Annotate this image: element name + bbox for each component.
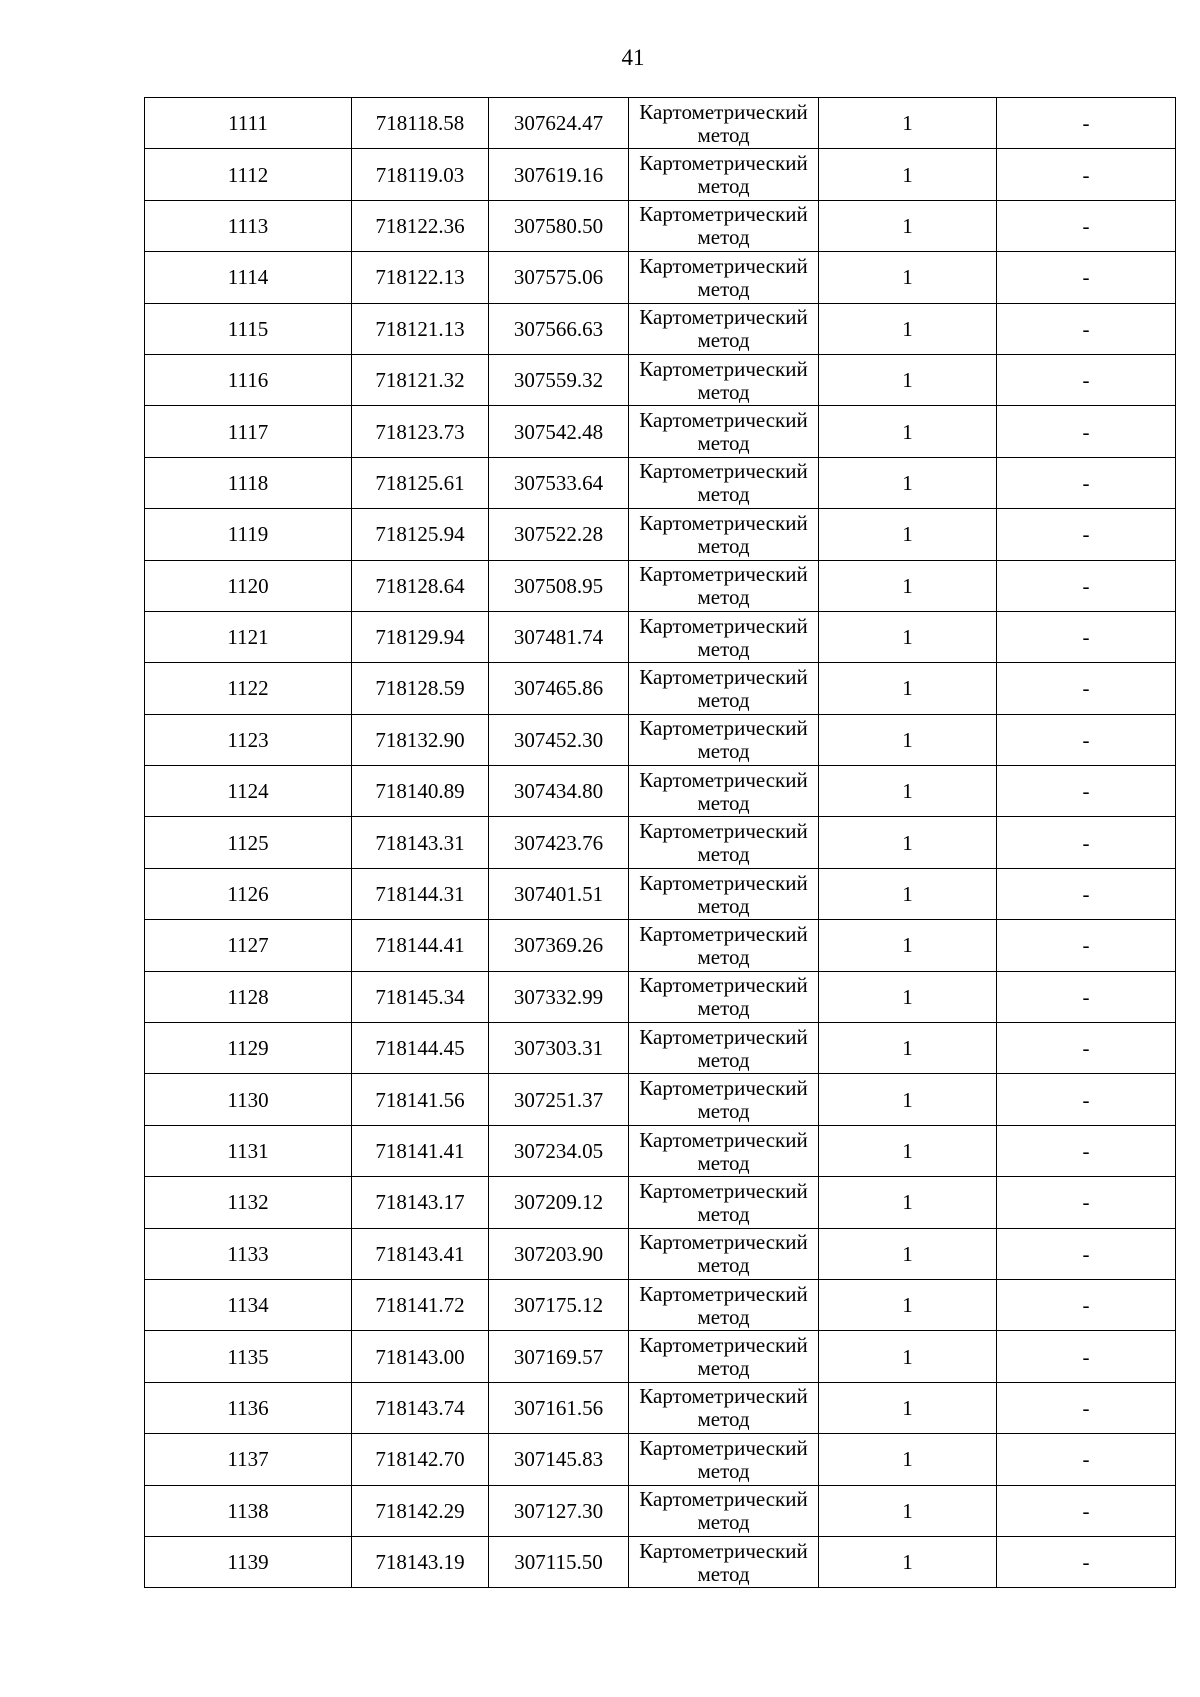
- point-number-cell: 1125: [145, 817, 352, 868]
- table-row: [145, 663, 1176, 714]
- point-number-cell: 1131: [145, 1125, 352, 1176]
- point-number-cell: 1113: [145, 200, 352, 251]
- y-coordinate-cell: 307401.51: [489, 868, 629, 919]
- description-cell: -: [997, 1074, 1176, 1125]
- method-cell: [629, 457, 819, 508]
- point-number-cell: 1123: [145, 714, 352, 765]
- description-cell: -: [997, 1382, 1176, 1433]
- description-cell: -: [997, 1125, 1176, 1176]
- point-number-cell: 1133: [145, 1228, 352, 1279]
- description-cell: -: [997, 971, 1176, 1022]
- x-coordinate-cell: 718143.17: [352, 1177, 489, 1228]
- x-coordinate-cell: 718143.74: [352, 1382, 489, 1433]
- method-line-2: метод: [697, 1099, 750, 1124]
- method-line-1: Картометрический: [639, 973, 808, 998]
- method-line-1: Картометрический: [639, 408, 808, 433]
- accuracy-cell: 1: [819, 457, 997, 508]
- method-cell: [629, 560, 819, 611]
- x-coordinate-cell: 718128.59: [352, 663, 489, 714]
- x-coordinate-cell: 718132.90: [352, 714, 489, 765]
- table-row: [145, 1125, 1176, 1176]
- table-row: [145, 252, 1176, 303]
- point-number-cell: 1126: [145, 868, 352, 919]
- description-cell: -: [997, 98, 1176, 149]
- y-coordinate-cell: 307203.90: [489, 1228, 629, 1279]
- description-cell: -: [997, 1023, 1176, 1074]
- method-line-1: Картометрический: [639, 202, 808, 227]
- method-cell: [629, 200, 819, 251]
- accuracy-cell: 1: [819, 611, 997, 662]
- description-cell: -: [997, 1485, 1176, 1536]
- point-number-cell: 1115: [145, 303, 352, 354]
- point-number-cell: 1118: [145, 457, 352, 508]
- point-number-cell: 1121: [145, 611, 352, 662]
- method-cell: [629, 149, 819, 200]
- method-line-1: Картометрический: [639, 1178, 808, 1203]
- x-coordinate-cell: 718142.70: [352, 1434, 489, 1485]
- method-cell: [629, 817, 819, 868]
- y-coordinate-cell: 307580.50: [489, 200, 629, 251]
- method-line-2: метод: [697, 328, 750, 353]
- method-line-2: метод: [697, 585, 750, 610]
- table-row: [145, 303, 1176, 354]
- point-number-cell: 1132: [145, 1177, 352, 1228]
- description-cell: -: [997, 766, 1176, 817]
- method-cell: [629, 1177, 819, 1228]
- x-coordinate-cell: 718144.31: [352, 868, 489, 919]
- accuracy-cell: 1: [819, 303, 997, 354]
- method-line-2: метод: [697, 482, 750, 507]
- method-line-1: Картометрический: [639, 819, 808, 844]
- table-row: [145, 509, 1176, 560]
- accuracy-cell: 1: [819, 1536, 997, 1587]
- accuracy-cell: 1: [819, 1177, 997, 1228]
- y-coordinate-cell: 307169.57: [489, 1331, 629, 1382]
- y-coordinate-cell: 307115.50: [489, 1536, 629, 1587]
- x-coordinate-cell: 718122.36: [352, 200, 489, 251]
- point-number-cell: 1112: [145, 149, 352, 200]
- description-cell: -: [997, 354, 1176, 405]
- method-line-2: метод: [697, 174, 750, 199]
- point-number-cell: 1139: [145, 1536, 352, 1587]
- accuracy-cell: 1: [819, 98, 997, 149]
- x-coordinate-cell: 718143.19: [352, 1536, 489, 1587]
- accuracy-cell: 1: [819, 971, 997, 1022]
- x-coordinate-cell: 718123.73: [352, 406, 489, 457]
- method-line-2: метод: [697, 1561, 750, 1586]
- y-coordinate-cell: 307234.05: [489, 1125, 629, 1176]
- x-coordinate-cell: 718125.61: [352, 457, 489, 508]
- method-line-1: Картометрический: [639, 305, 808, 330]
- method-line-1: Картометрический: [639, 767, 808, 792]
- point-number-cell: 1120: [145, 560, 352, 611]
- accuracy-cell: 1: [819, 1279, 997, 1330]
- method-cell: [629, 971, 819, 1022]
- method-line-2: метод: [697, 1407, 750, 1432]
- method-cell: [629, 252, 819, 303]
- point-number-cell: 1111: [145, 98, 352, 149]
- y-coordinate-cell: 307175.12: [489, 1279, 629, 1330]
- table-row: [145, 1279, 1176, 1330]
- description-cell: -: [997, 1228, 1176, 1279]
- method-line-2: метод: [697, 431, 750, 456]
- x-coordinate-cell: 718128.64: [352, 560, 489, 611]
- accuracy-cell: 1: [819, 868, 997, 919]
- method-line-2: метод: [697, 996, 750, 1021]
- point-number-cell: 1134: [145, 1279, 352, 1330]
- method-line-1: Картометрический: [639, 99, 808, 124]
- method-line-2: метод: [697, 1304, 750, 1329]
- accuracy-cell: 1: [819, 920, 997, 971]
- table-row: [145, 1485, 1176, 1536]
- table-row: [145, 971, 1176, 1022]
- table-row: [145, 200, 1176, 251]
- point-number-cell: 1129: [145, 1023, 352, 1074]
- y-coordinate-cell: 307127.30: [489, 1485, 629, 1536]
- table-row: [145, 560, 1176, 611]
- table-row: [145, 611, 1176, 662]
- method-line-2: метод: [697, 276, 750, 301]
- accuracy-cell: 1: [819, 1074, 997, 1125]
- table-row: [145, 1228, 1176, 1279]
- method-line-2: метод: [697, 1150, 750, 1175]
- x-coordinate-cell: 718121.13: [352, 303, 489, 354]
- accuracy-cell: 1: [819, 560, 997, 611]
- description-cell: -: [997, 1279, 1176, 1330]
- y-coordinate-cell: 307251.37: [489, 1074, 629, 1125]
- description-cell: -: [997, 509, 1176, 560]
- method-cell: [629, 98, 819, 149]
- y-coordinate-cell: 307303.31: [489, 1023, 629, 1074]
- description-cell: -: [997, 1536, 1176, 1587]
- description-cell: -: [997, 149, 1176, 200]
- method-cell: [629, 1023, 819, 1074]
- point-number-cell: 1114: [145, 252, 352, 303]
- table-row: [145, 766, 1176, 817]
- accuracy-cell: 1: [819, 406, 997, 457]
- method-cell: [629, 1125, 819, 1176]
- description-cell: -: [997, 663, 1176, 714]
- table-row: [145, 1536, 1176, 1587]
- method-line-1: Картометрический: [639, 1487, 808, 1512]
- method-cell: [629, 1536, 819, 1587]
- y-coordinate-cell: 307209.12: [489, 1177, 629, 1228]
- accuracy-cell: 1: [819, 1382, 997, 1433]
- x-coordinate-cell: 718129.94: [352, 611, 489, 662]
- point-number-cell: 1127: [145, 920, 352, 971]
- y-coordinate-cell: 307566.63: [489, 303, 629, 354]
- method-line-1: Картометрический: [639, 1127, 808, 1152]
- method-cell: [629, 663, 819, 714]
- page-number: 41: [621, 45, 645, 70]
- table-row: [145, 1331, 1176, 1382]
- y-coordinate-cell: 307522.28: [489, 509, 629, 560]
- method-cell: [629, 1331, 819, 1382]
- description-cell: -: [997, 611, 1176, 662]
- accuracy-cell: 1: [819, 714, 997, 765]
- method-line-1: Картометрический: [639, 459, 808, 484]
- table-row: [145, 149, 1176, 200]
- method-line-1: Картометрический: [639, 151, 808, 176]
- x-coordinate-cell: 718141.72: [352, 1279, 489, 1330]
- method-line-1: Картометрический: [639, 870, 808, 895]
- method-cell: [629, 611, 819, 662]
- accuracy-cell: 1: [819, 354, 997, 405]
- method-cell: [629, 714, 819, 765]
- method-cell: [629, 1382, 819, 1433]
- description-cell: -: [997, 1434, 1176, 1485]
- description-cell: -: [997, 1331, 1176, 1382]
- x-coordinate-cell: 718145.34: [352, 971, 489, 1022]
- x-coordinate-cell: 718143.31: [352, 817, 489, 868]
- description-cell: -: [997, 868, 1176, 919]
- y-coordinate-cell: 307575.06: [489, 252, 629, 303]
- x-coordinate-cell: 718141.41: [352, 1125, 489, 1176]
- point-number-cell: 1130: [145, 1074, 352, 1125]
- accuracy-cell: 1: [819, 817, 997, 868]
- point-number-cell: 1128: [145, 971, 352, 1022]
- method-cell: [629, 766, 819, 817]
- method-line-1: Картометрический: [639, 613, 808, 638]
- method-line-1: Картометрический: [639, 921, 808, 946]
- method-line-2: метод: [697, 842, 750, 867]
- method-line-1: Картометрический: [639, 664, 808, 689]
- method-line-2: метод: [697, 739, 750, 764]
- method-line-2: метод: [697, 533, 750, 558]
- y-coordinate-cell: 307332.99: [489, 971, 629, 1022]
- accuracy-cell: 1: [819, 1228, 997, 1279]
- point-number-cell: 1135: [145, 1331, 352, 1382]
- table-row: [145, 457, 1176, 508]
- y-coordinate-cell: 307465.86: [489, 663, 629, 714]
- table-row: [145, 817, 1176, 868]
- point-number-cell: 1117: [145, 406, 352, 457]
- description-cell: -: [997, 817, 1176, 868]
- accuracy-cell: 1: [819, 1434, 997, 1485]
- x-coordinate-cell: 718140.89: [352, 766, 489, 817]
- y-coordinate-cell: 307624.47: [489, 98, 629, 149]
- y-coordinate-cell: 307434.80: [489, 766, 629, 817]
- method-line-1: Картометрический: [639, 1281, 808, 1306]
- table-row: [145, 98, 1176, 149]
- x-coordinate-cell: 718143.41: [352, 1228, 489, 1279]
- description-cell: -: [997, 252, 1176, 303]
- method-line-1: Картометрический: [639, 253, 808, 278]
- method-line-2: метод: [697, 1253, 750, 1278]
- accuracy-cell: 1: [819, 1331, 997, 1382]
- table-row: [145, 920, 1176, 971]
- method-line-2: метод: [697, 790, 750, 815]
- accuracy-cell: 1: [819, 1023, 997, 1074]
- method-line-1: Картометрический: [639, 716, 808, 741]
- table-row: [145, 1177, 1176, 1228]
- method-cell: [629, 1485, 819, 1536]
- method-cell: [629, 1434, 819, 1485]
- description-cell: -: [997, 457, 1176, 508]
- accuracy-cell: 1: [819, 1485, 997, 1536]
- method-line-1: Картометрический: [639, 1024, 808, 1049]
- method-cell: [629, 406, 819, 457]
- description-cell: -: [997, 1177, 1176, 1228]
- x-coordinate-cell: 718122.13: [352, 252, 489, 303]
- coordinates-table: [144, 97, 1176, 1588]
- accuracy-cell: 1: [819, 1125, 997, 1176]
- method-line-2: метод: [697, 944, 750, 969]
- method-line-1: Картометрический: [639, 356, 808, 381]
- method-cell: [629, 1279, 819, 1330]
- table-row: [145, 868, 1176, 919]
- method-cell: [629, 1228, 819, 1279]
- method-line-2: метод: [697, 1458, 750, 1483]
- table-row: [145, 1023, 1176, 1074]
- method-cell: [629, 868, 819, 919]
- accuracy-cell: 1: [819, 663, 997, 714]
- method-line-1: Картометрический: [639, 1333, 808, 1358]
- point-number-cell: 1116: [145, 354, 352, 405]
- y-coordinate-cell: 307619.16: [489, 149, 629, 200]
- method-line-1: Картометрический: [639, 1384, 808, 1409]
- coordinates-table-body: [145, 98, 1176, 1588]
- method-line-1: Картометрический: [639, 1230, 808, 1255]
- method-line-1: Картометрический: [639, 1435, 808, 1460]
- description-cell: -: [997, 714, 1176, 765]
- description-cell: -: [997, 406, 1176, 457]
- x-coordinate-cell: 718143.00: [352, 1331, 489, 1382]
- y-coordinate-cell: 307508.95: [489, 560, 629, 611]
- x-coordinate-cell: 718141.56: [352, 1074, 489, 1125]
- table-row: [145, 1382, 1176, 1433]
- description-cell: -: [997, 560, 1176, 611]
- point-number-cell: 1138: [145, 1485, 352, 1536]
- method-line-2: метод: [697, 893, 750, 918]
- table-row: [145, 406, 1176, 457]
- x-coordinate-cell: 718144.45: [352, 1023, 489, 1074]
- table-row: [145, 354, 1176, 405]
- table-row: [145, 714, 1176, 765]
- point-number-cell: 1122: [145, 663, 352, 714]
- method-line-2: метод: [697, 1356, 750, 1381]
- y-coordinate-cell: 307533.64: [489, 457, 629, 508]
- point-number-cell: 1136: [145, 1382, 352, 1433]
- point-number-cell: 1137: [145, 1434, 352, 1485]
- accuracy-cell: 1: [819, 149, 997, 200]
- accuracy-cell: 1: [819, 766, 997, 817]
- y-coordinate-cell: 307481.74: [489, 611, 629, 662]
- method-line-2: метод: [697, 1201, 750, 1226]
- accuracy-cell: 1: [819, 509, 997, 560]
- x-coordinate-cell: 718142.29: [352, 1485, 489, 1536]
- y-coordinate-cell: 307423.76: [489, 817, 629, 868]
- x-coordinate-cell: 718119.03: [352, 149, 489, 200]
- x-coordinate-cell: 718118.58: [352, 98, 489, 149]
- method-line-1: Картометрический: [639, 562, 808, 587]
- method-line-2: метод: [697, 1047, 750, 1072]
- y-coordinate-cell: 307161.56: [489, 1382, 629, 1433]
- method-cell: [629, 920, 819, 971]
- y-coordinate-cell: 307145.83: [489, 1434, 629, 1485]
- description-cell: -: [997, 200, 1176, 251]
- method-line-1: Картометрический: [639, 510, 808, 535]
- method-line-2: метод: [697, 225, 750, 250]
- method-cell: [629, 303, 819, 354]
- y-coordinate-cell: 307559.32: [489, 354, 629, 405]
- point-number-cell: 1124: [145, 766, 352, 817]
- accuracy-cell: 1: [819, 252, 997, 303]
- method-line-2: метод: [697, 687, 750, 712]
- method-cell: [629, 354, 819, 405]
- method-cell: [629, 509, 819, 560]
- table-row: [145, 1074, 1176, 1125]
- x-coordinate-cell: 718125.94: [352, 509, 489, 560]
- description-cell: -: [997, 303, 1176, 354]
- method-line-2: метод: [697, 122, 750, 147]
- y-coordinate-cell: 307369.26: [489, 920, 629, 971]
- y-coordinate-cell: 307542.48: [489, 406, 629, 457]
- point-number-cell: 1119: [145, 509, 352, 560]
- y-coordinate-cell: 307452.30: [489, 714, 629, 765]
- method-line-1: Картометрический: [639, 1076, 808, 1101]
- method-line-2: метод: [697, 1510, 750, 1535]
- method-line-2: метод: [697, 379, 750, 404]
- accuracy-cell: 1: [819, 200, 997, 251]
- method-cell: [629, 1074, 819, 1125]
- x-coordinate-cell: 718144.41: [352, 920, 489, 971]
- description-cell: -: [997, 920, 1176, 971]
- method-line-2: метод: [697, 636, 750, 661]
- table-row: [145, 1434, 1176, 1485]
- method-line-1: Картометрический: [639, 1538, 808, 1563]
- x-coordinate-cell: 718121.32: [352, 354, 489, 405]
